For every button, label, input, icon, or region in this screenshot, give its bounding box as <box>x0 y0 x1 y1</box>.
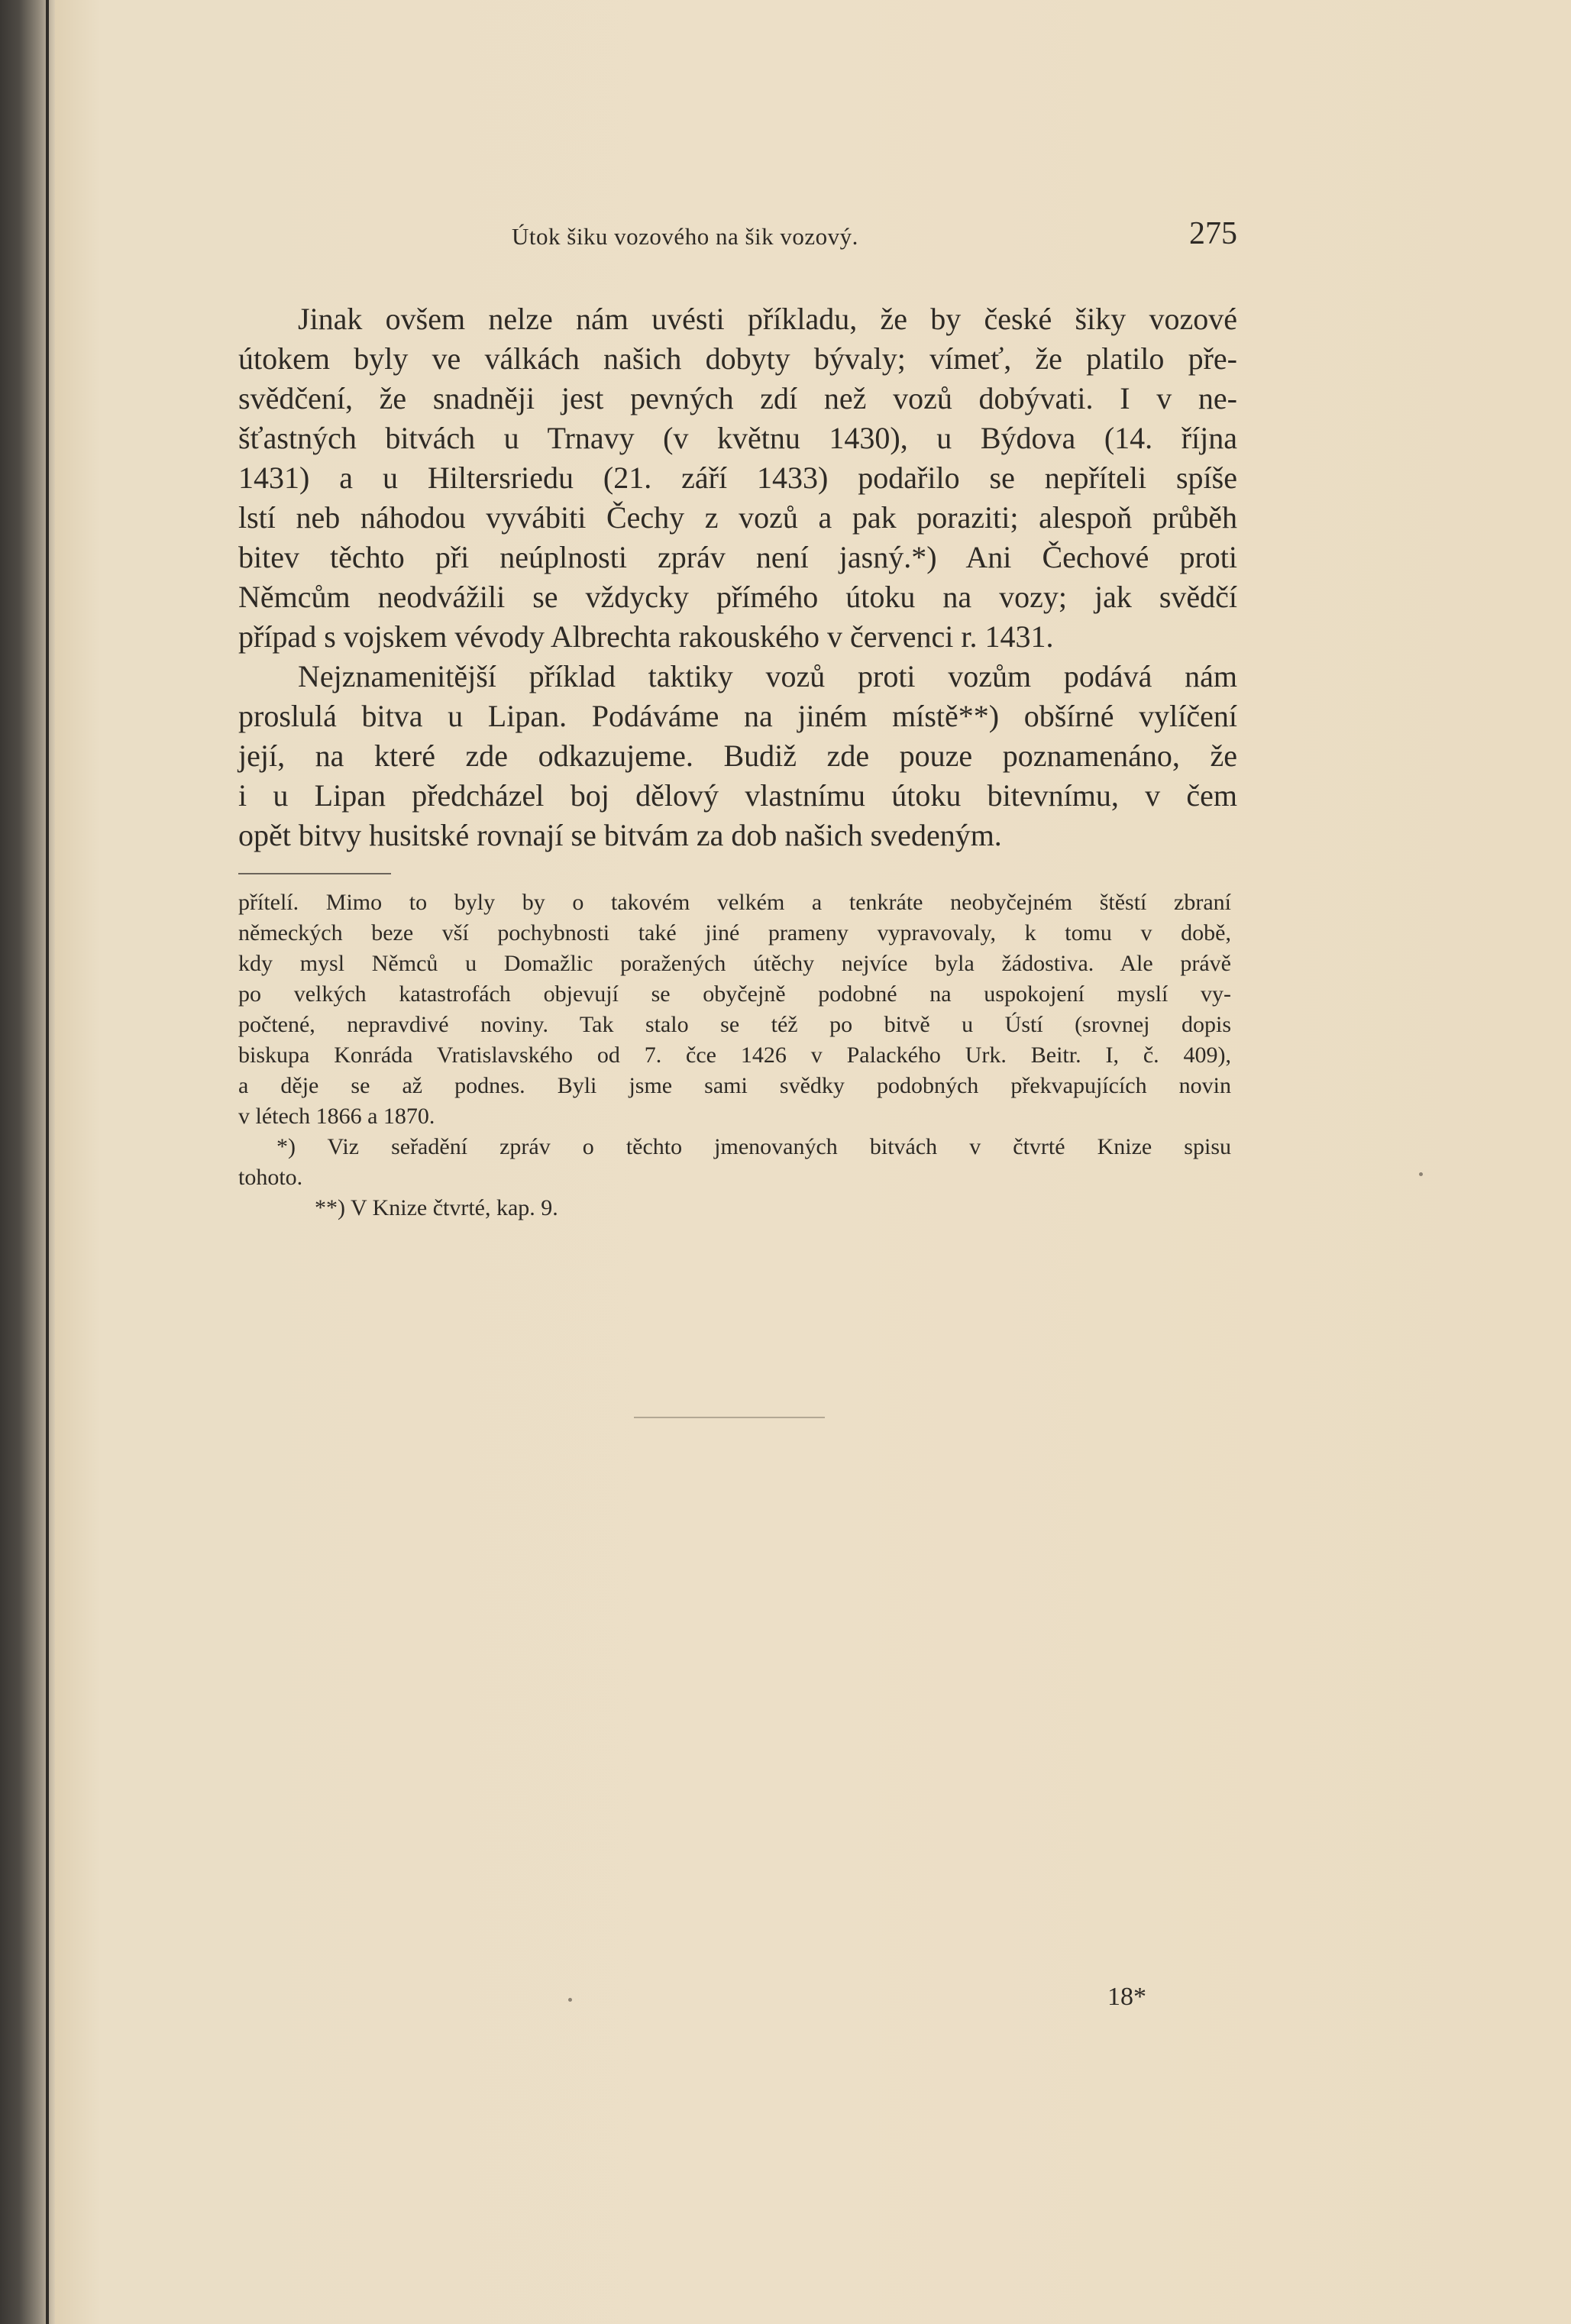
body-line: případ s vojskem vévody Albrechta rakouského v červenci r. 1431. <box>238 619 1054 654</box>
footnotes <box>238 887 1231 1223</box>
footnote-line: německých beze vší pochybnosti také jiné prameny vypravovaly, k tomu v době, <box>238 920 1231 945</box>
running-head: Útok šiku vozového na šik vozový. <box>512 223 858 250</box>
body-line: opět bitvy husitské rovnají se bitvám za dob našich svedeným. <box>238 818 1002 852</box>
body-line: bitev těchto při neúplnosti zpráv není jasný.*) Ani Čechové proti <box>238 540 1237 574</box>
spine-edge <box>46 0 49 2324</box>
body-line: 1431) a u Hiltersriedu (21. září 1433) podařilo se nepříteli spíše <box>238 461 1237 495</box>
footnote-line: přítelí. Mimo to byly by o takovém velkém a tenkráte neobyčejném štěstí zbraní <box>238 890 1231 915</box>
footnote-line: tohoto. <box>238 1165 303 1190</box>
footnote-line: a děje se až podnes. Byli jsme sami svědky podobných překvapujících novin <box>238 1073 1231 1098</box>
body-line: Nejznamenitější příklad taktiky vozů proti vozům podává nám <box>298 659 1237 693</box>
signature-mark: 18* <box>1107 1983 1146 2011</box>
footnote-separator <box>238 873 391 874</box>
body-line: proslulá bitva u Lipan. Podáváme na jiném místě**) obšírné vylíčení <box>238 699 1237 733</box>
body-line: útokem byly ve válkách našich dobyty bývaly; vímeť, že platilo pře- <box>238 341 1237 376</box>
body-text <box>238 299 1237 855</box>
footnote-line: biskupa Konráda Vratislavského od 7. čce 1426 v Palackého Urk. Beitr. I, č. 409), <box>238 1042 1231 1068</box>
page-header <box>237 215 1237 261</box>
paper-speck <box>568 1998 572 2002</box>
page-number: 275 <box>1189 216 1237 251</box>
footnote-line: po velkých katastrofách objevují se obyčejně podobné na uspokojení myslí vy- <box>238 981 1231 1007</box>
footnote-line: kdy mysl Němců u Domažlic poražených útěchy nejvíce byla žádostiva. Ale právě <box>238 951 1231 976</box>
footnote-line: v létech 1866 a 1870. <box>238 1104 435 1129</box>
body-line: i u Lipan předcházel boj dělový vlastnímu útoku bitevnímu, v čem <box>238 778 1237 813</box>
body-line: lstí neb náhodou vyvábiti Čechy z vozů a pak poraziti; alespoň průběh <box>238 500 1237 535</box>
footnote-line: **) V Knize čtvrté, kap. 9. <box>315 1195 558 1220</box>
body-line: její, na které zde odkazujeme. Budiž zde pouze poznamenáno, že <box>238 739 1237 773</box>
footnote-line: počtené, nepravdivé noviny. Tak stalo se též po bitvě u Ústí (srovnej dopis <box>238 1012 1231 1037</box>
paper-speck <box>1419 1172 1423 1176</box>
body-line: Němcům neodvážili se vždycky přímého útoku na vozy; jak svědčí <box>238 580 1237 614</box>
body-line: svědčení, že snadněji jest pevných zdí než vozů dobývati. I v ne- <box>238 381 1237 415</box>
body-line: Jinak ovšem nelze nám uvésti příkladu, že by české šiky vozové <box>298 302 1237 336</box>
section-divider <box>634 1417 825 1418</box>
body-line: šťastných bitvách u Trnavy (v květnu 1430), u Býdova (14. října <box>238 421 1237 455</box>
footnote-line: *) Viz seřadění zpráv o těchto jmenovaných bitvách v čtvrté Knize spisu <box>276 1134 1231 1159</box>
